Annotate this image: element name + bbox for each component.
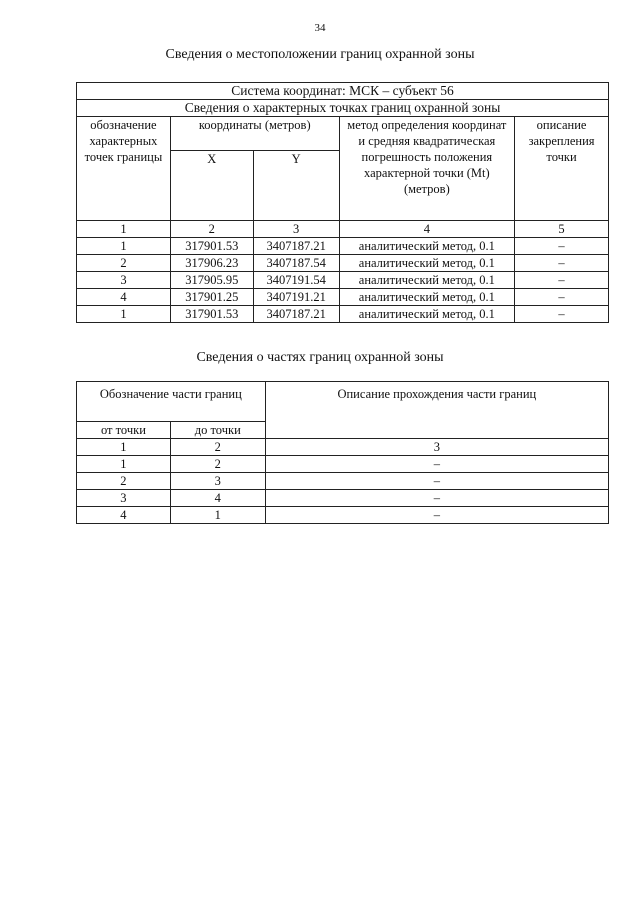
col-header-part-description: Описание прохождения части границ [265, 382, 608, 439]
coord-x: 317901.25 [170, 289, 253, 306]
coordinate-system-header: Система координат: МСК – субъект 56 [77, 83, 609, 100]
section-title-boundaries: Сведения о местоположении границ охранной зоны [165, 47, 475, 62]
part-description: – [265, 507, 608, 524]
coord-x: 317906.23 [170, 255, 253, 272]
col-header-from-point: от точки [77, 422, 171, 439]
coord-y: 3407187.54 [253, 255, 339, 272]
coord-y: 3407187.21 [253, 306, 339, 323]
table-row [77, 507, 609, 524]
coord-y: 3407191.54 [253, 272, 339, 289]
to-point: 2 [170, 456, 265, 473]
fixation: – [515, 238, 609, 255]
column-number-row [77, 439, 609, 456]
coord-x: 317905.95 [170, 272, 253, 289]
table-row [77, 289, 609, 306]
method: аналитический метод, 0.1 [339, 272, 514, 289]
fixation: – [515, 272, 609, 289]
boundary-points-table [76, 82, 609, 323]
column-number: 1 [77, 439, 171, 456]
to-point: 4 [170, 490, 265, 507]
method: аналитический метод, 0.1 [339, 255, 514, 272]
point-id: 1 [77, 238, 171, 255]
column-number: 1 [77, 221, 171, 238]
column-number-row [77, 221, 609, 238]
boundary-parts-table [76, 381, 609, 524]
column-number: 2 [170, 221, 253, 238]
characteristic-points-header: Сведения о характерных точках границ охранной зоны [77, 100, 609, 117]
from-point: 3 [77, 490, 171, 507]
coord-x: 317901.53 [170, 306, 253, 323]
table-row [77, 473, 609, 490]
point-id: 1 [77, 306, 171, 323]
page-number: 34 [314, 22, 326, 34]
coord-y: 3407191.21 [253, 289, 339, 306]
table-row [77, 306, 609, 323]
column-number: 2 [170, 439, 265, 456]
fixation: – [515, 306, 609, 323]
from-point: 1 [77, 456, 171, 473]
column-number: 3 [265, 439, 608, 456]
column-number: 5 [515, 221, 609, 238]
from-point: 4 [77, 507, 171, 524]
part-description: – [265, 490, 608, 507]
method: аналитический метод, 0.1 [339, 238, 514, 255]
column-number: 3 [253, 221, 339, 238]
col-header-method: метод определения координат и средняя квадратическая погрешность положения характерной точки (Mt) (метров) [339, 117, 514, 221]
col-header-y: Y [253, 151, 339, 221]
point-id: 2 [77, 255, 171, 272]
point-id: 4 [77, 289, 171, 306]
table-row [77, 238, 609, 255]
point-id: 3 [77, 272, 171, 289]
table-row [77, 272, 609, 289]
col-header-point-designation: обозначение характерных точек границы [77, 117, 171, 221]
col-header-x: X [170, 151, 253, 221]
column-number: 4 [339, 221, 514, 238]
table-row [77, 456, 609, 473]
col-header-part-designation: Обозначение части границ [77, 382, 266, 422]
coord-x: 317901.53 [170, 238, 253, 255]
col-header-to-point: до точки [170, 422, 265, 439]
section-title-parts: Сведения о частях границ охранной зоны [196, 350, 444, 365]
method: аналитический метод, 0.1 [339, 289, 514, 306]
to-point: 3 [170, 473, 265, 490]
col-header-coordinates: координаты (метров) [170, 117, 339, 151]
col-header-description: описание закрепления точки [515, 117, 609, 221]
fixation: – [515, 255, 609, 272]
table-row [77, 255, 609, 272]
part-description: – [265, 473, 608, 490]
from-point: 2 [77, 473, 171, 490]
table-row [77, 490, 609, 507]
part-description: – [265, 456, 608, 473]
method: аналитический метод, 0.1 [339, 306, 514, 323]
coord-y: 3407187.21 [253, 238, 339, 255]
fixation: – [515, 289, 609, 306]
to-point: 1 [170, 507, 265, 524]
